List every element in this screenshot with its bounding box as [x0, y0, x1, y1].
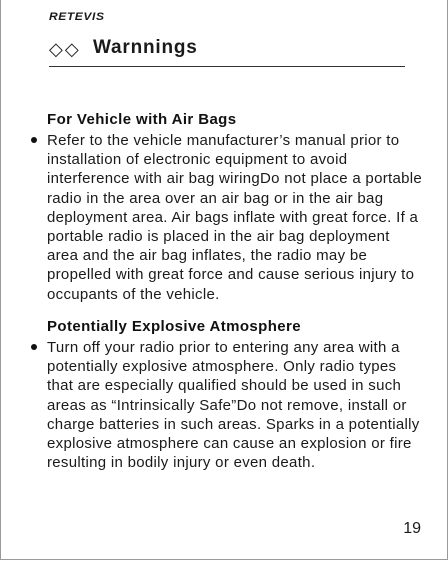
vehicle-air-bags-section: [31, 110, 423, 304]
section-heading: Potentially Explosive Atmosphere: [47, 318, 301, 335]
page-number: 19: [403, 520, 421, 537]
diamond-icons: ◇◇: [49, 39, 81, 59]
section-heading: For Vehicle with Air Bags: [47, 111, 237, 128]
bullet-icon: [31, 137, 37, 143]
bullet-item: [31, 338, 423, 472]
bullet-item: [31, 131, 423, 304]
bullet-icon: [31, 344, 37, 350]
brand-logo: RETEVIS: [49, 9, 105, 23]
explosive-atmosphere-section: [31, 317, 423, 472]
page-title: Warnnings: [93, 37, 198, 58]
section-header: [49, 36, 405, 67]
paragraph: Turn off your radio prior to entering any area with a potentially explosive atmosphere. Only radio types that are especially qualified should be used in such areas as “Intrinsically Safe”Do not remove, install or charge batteries in such areas. Sparks in a potentially explosive atmosphere can cause an explosion or fire resulting in bodily injury or even death.: [47, 339, 420, 472]
paragraph: Refer to the vehicle manufacturer’s manual prior to installation of electronic equipment to avoid interference with air bag wiringDo not place a portable radio in the area over an air bag or in the air bag deployment area. Air bags inflate with great force. If a portable radio is placed in the air bag deployment area and the air bag inflates, the radio may be propelled with great force and cause serious injury to occupants of the vehicle.: [47, 132, 423, 303]
